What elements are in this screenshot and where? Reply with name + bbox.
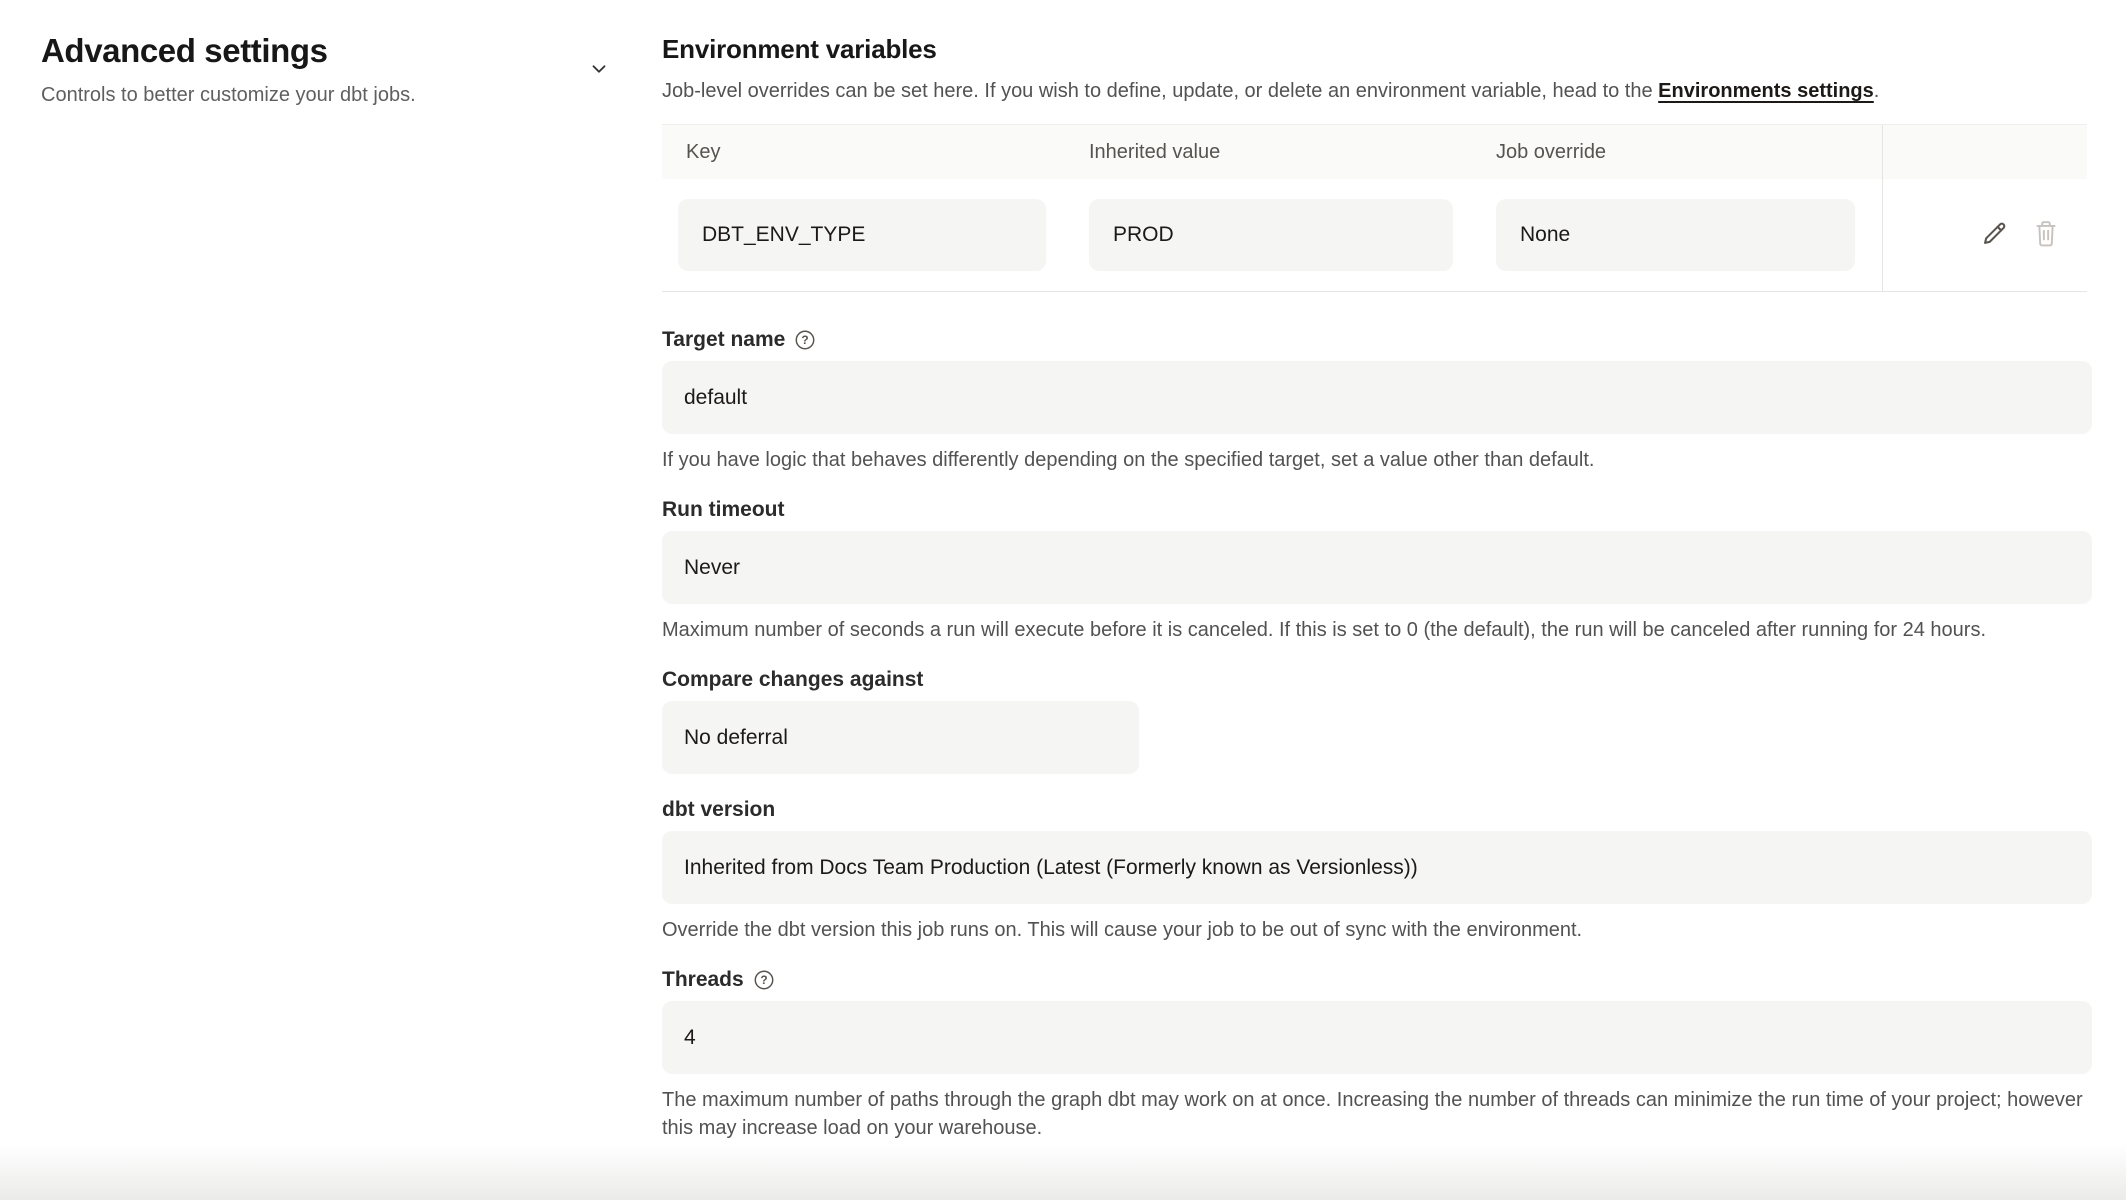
env-vars-title: Environment variables [662, 34, 937, 64]
target-name-label [662, 328, 2092, 352]
run-timeout-select[interactable]: Never [662, 531, 2092, 604]
field-target-name [662, 328, 2092, 474]
env-var-job-override-value: None [1496, 199, 1855, 271]
threads-help: The maximum number of paths through the graph dbt may work on at once. Increasing the number of threads can minimize the run time of your project; however this may increase load on your warehouse. [662, 1089, 2083, 1139]
threads-input[interactable]: 4 [662, 1001, 2092, 1074]
advanced-settings-panel-header [41, 32, 619, 108]
svg-text:?: ? [801, 333, 809, 348]
column-header-job-override: Job override [1496, 140, 1607, 163]
pencil-icon [1980, 219, 2009, 251]
env-vars-table-header [662, 124, 2087, 179]
delete-env-var-button[interactable] [2033, 219, 2059, 252]
page-title: Advanced settings [41, 32, 328, 69]
field-dbt-version [662, 798, 2092, 944]
edit-env-var-button[interactable] [1980, 219, 2009, 251]
env-vars-table [662, 124, 2087, 292]
compare-changes-label: Compare changes against [662, 668, 924, 691]
column-header-actions [1882, 125, 2087, 179]
chevron-down-icon [588, 58, 610, 80]
trash-icon [2033, 219, 2059, 252]
field-run-timeout [662, 498, 2092, 644]
field-compare-changes [662, 668, 2092, 774]
env-vars-description-text: Job-level overrides can be set here. If you wish to define, update, or delete an environment variable, head to the [662, 80, 1659, 102]
dbt-version-select[interactable]: Inherited from Docs Team Production (Latest (Formerly known as Versionless)) [662, 831, 2092, 904]
table-row [662, 179, 2087, 291]
page-subtitle: Controls to better customize your dbt jobs. [41, 84, 416, 106]
env-vars-description-suffix: . [1873, 80, 1880, 102]
dbt-version-label: dbt version [662, 798, 776, 821]
column-header-key: Key [686, 140, 721, 163]
env-vars-description [662, 78, 2092, 105]
svg-text:?: ? [760, 973, 768, 988]
target-name-help: If you have logic that behaves differently depending on the specified target, set a value other than default. [662, 449, 1595, 471]
help-icon[interactable] [794, 329, 816, 351]
env-var-key-value: DBT_ENV_TYPE [678, 199, 1046, 271]
advanced-settings-content [662, 32, 2092, 1142]
dbt-version-help: Override the dbt version this job runs on. This will cause your job to be out of sync with the environment. [662, 919, 1583, 941]
threads-label-text: Threads [662, 968, 744, 991]
env-var-inherited-value: PROD [1089, 199, 1453, 271]
help-icon[interactable] [753, 969, 775, 991]
target-name-label-text: Target name [662, 328, 786, 351]
target-name-input[interactable]: default [662, 361, 2092, 434]
run-timeout-label: Run timeout [662, 498, 785, 521]
bottom-scroll-fade [0, 1144, 2126, 1200]
field-threads [662, 968, 2092, 1142]
env-var-row-actions [1882, 179, 2087, 291]
run-timeout-help: Maximum number of seconds a run will execute before it is canceled. If this is set to 0 (the default), the run will be canceled after running for 24 hours. [662, 619, 1987, 641]
environments-settings-link[interactable]: Environments settings [1658, 80, 1874, 102]
threads-label [662, 968, 2092, 992]
collapse-section-button[interactable] [584, 54, 614, 84]
column-header-inherited-value: Inherited value [1089, 140, 1221, 163]
compare-changes-select[interactable]: No deferral [662, 701, 1139, 774]
